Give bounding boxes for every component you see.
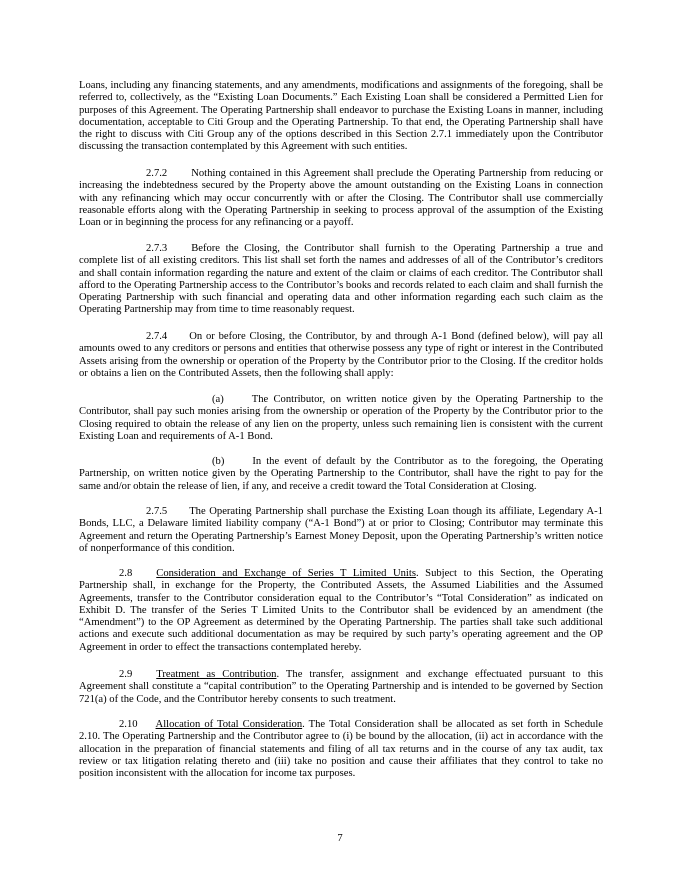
section-heading: Treatment as Contribution <box>156 669 277 680</box>
section-number: 2.7.2 <box>146 168 168 179</box>
paragraph-2-8: 2.8 Consideration and Exchange of Series T Limited Units. Subject to this Section, the Operating Partnership shall, in exchange for the Property, the Contributed Assets, the Assumed Liabilities and the Assumed Agreements, transfer to the Contributor consideration equal to the Contributor’s “Total Consideration” as indicated on Exhibit D. The transfer of the Series T Limited Units to the Contributor shall be evidenced by an amendment (the “Amendment”) to the OP Agreement as determined by the Operating Partnership. The parties shall take such additional actions and execute such additional documentation as may be required by such party’s operating agreement and the OP Agreement in order to effect the transactions contemplated hereby. <box>79 568 604 653</box>
section-heading: Consideration and Exchange of Series T Limited Units <box>156 568 416 579</box>
paragraph-2-7-1-continued: Loans, including any financing statements, and any amendments, modifications and assignments of the foregoing, shall be referred to, collectively, as the “Existing Loan Documents.” Each Existing Loan shall be considered a Permitted Lien for purposes of this Agreement. The Operating Partnership shall endeavor to purchase the Existing Loans in manner, including documentation, acceptable to Citi Group and the Operating Partnership. To that end, the Operating Partnership shall have the right to discuss with Citi Group any of the options described in this Section 2.7.1 immediately upon the Contributor discussing the transaction contemplated by this Agreement with such entities. <box>79 80 603 153</box>
section-number: 2.7.4 <box>146 331 168 342</box>
paragraph-2-9: 2.9 Treatment as Contribution. The transfer, assignment and exchange effectuated pursuant to this Agreement shall constitute a “capital contribution” to the Operating Partnership and is intended to be governed by Section 721(a) of the Code, and the Contributor hereby consents to such treatment. <box>79 669 603 705</box>
section-number: 2.10 <box>119 719 138 730</box>
paragraph-2-7-4-b: (b) In the event of default by the Contributor as to the foregoing, the Operating Partnership, on written notice given by the Operating Partnership to the Contributor, shall have the right to pay for the same and/or obtain the release of lien, if any, and receive a credit toward the Total Consideration at Closing. <box>79 456 603 492</box>
paragraph-2-7-4-a: (a) The Contributor, on written notice given by the Operating Partnership to the Contributor, shall pay such monies arising from the ownership or operation of the Property by the Contributor prior to the Closing required to obtain the release of any lien on the property, unless such remaining lien is consistent with the current Existing Loan and requirements of A-1 Bond. <box>79 394 603 442</box>
subsection-letter: (a) <box>212 394 224 405</box>
page-number: 7 <box>337 833 343 844</box>
paragraph-2-7-5: 2.7.5 The Operating Partnership shall purchase the Existing Loan though its affiliate, Legendary A-1 Bonds, LLC, a Delaware limited liability company (“A-1 Bond”) at or prior to Closing; Contributor may terminate this Agreement and return the Operating Partnership’s Earnest Money Deposit, upon the Operating Partnership’s written notice of nonperformance of this condition. <box>79 506 603 554</box>
section-number: 2.8 <box>119 568 133 579</box>
section-number: 2.9 <box>119 669 133 680</box>
paragraph-2-10: 2.10 Allocation of Total Consideration. The Total Consideration shall be allocated as set forth in Schedule 2.10. The Operating Partnership and the Contributor agree to (i) be bound by the allocation, (ii) act in accordance with the allocation in the preparation of financial statements and filing of all tax returns and in the course of any tax audit, tax review or tax litigation relating thereto and (iii) take no position and cause their affiliates that they control to take no position inconsistent with the allocation for income tax purposes. <box>79 719 604 780</box>
paragraph-2-7-4: 2.7.4 On or before Closing, the Contributor, by and through A-1 Bond (defined below), will pay all amounts owed to any creditors or persons and entities that otherwise possess any type of right or interest in the Contributed Assets arising from the ownership or operation of the Property by the Contributor prior to the Closing. If the creditor holds or obtains a lien on the Contributed Assets, then the following shall apply: <box>79 331 603 379</box>
subsection-letter: (b) <box>212 456 225 467</box>
paragraph-2-7-3: 2.7.3 Before the Closing, the Contributor shall furnish to the Operating Partnership a true and complete list of all existing creditors. This list shall set forth the names and addresses of all of the Contributor’s creditors and shall contain information regarding the nature and extent of the claim or claims of each creditor. The Contributor shall afford to the Operating Partnership access to the Contributor’s books and records related to each claim and shall furnish the Operating Partnership with such financial and operating data and other information regarding each such claim as the Operating Partnership may from time to time reasonably request. <box>79 243 603 316</box>
paragraph-2-7-2: 2.7.2 Nothing contained in this Agreement shall preclude the Operating Partnership from reducing or increasing the indebtedness secured by the Property above the amount outstanding on the Existing Loans in connection with any refinancing which may occur concurrently with or after the Closing. The Contributor shall use commercially reasonable efforts along with the Operating Partnership in seeking to process approval of the assumption of the Existing Loan or in beginning the process for any refinancing or a payoff. <box>79 168 603 229</box>
section-heading: Allocation of Total Consideration <box>155 719 303 730</box>
section-number: 2.7.3 <box>146 243 168 254</box>
section-number: 2.7.5 <box>146 506 168 517</box>
